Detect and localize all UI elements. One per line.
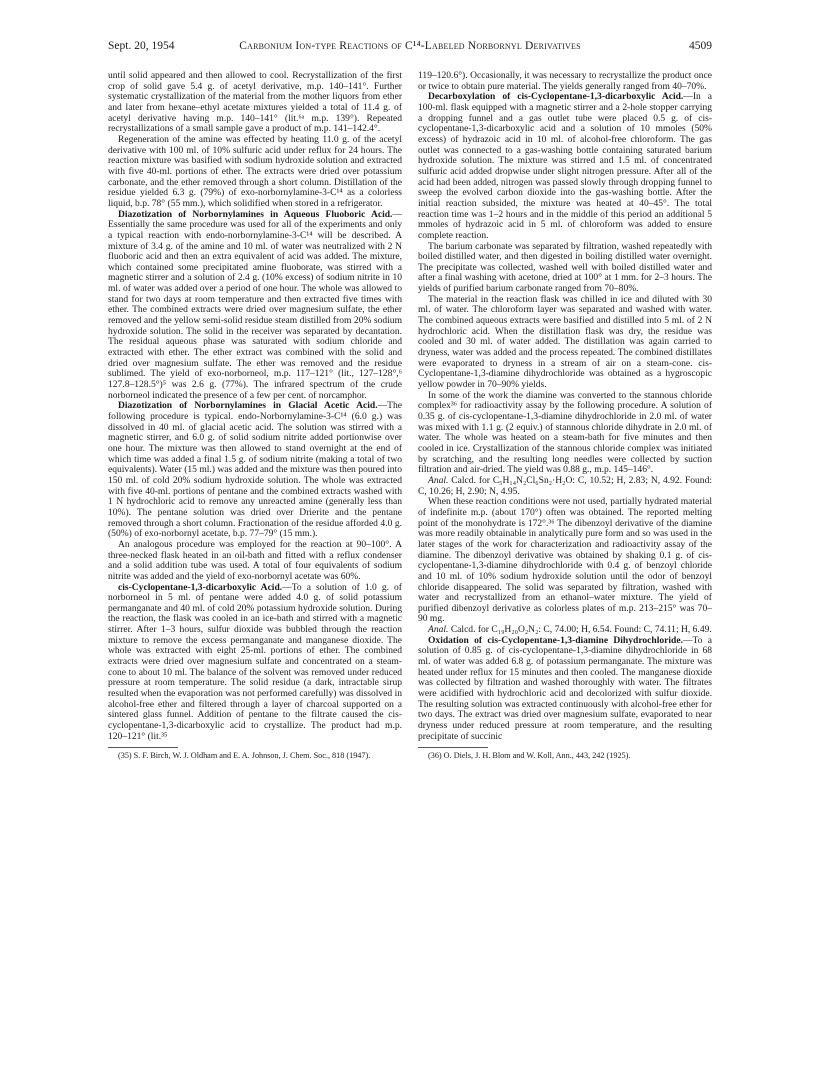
section-heading: Decarboxylation of cis-Cyclopentane-1,3-dicarboxylic Acid. — [428, 91, 684, 103]
paragraph: When these reaction conditions were not used, partially hydrated material of indefinite m.p. (about 170°) often was obtained. The reported melting point of the monohydrate is 172°.³⁶ The dibenzoyl derivative of the diamine was more readily obtainable in analytically pure form and so was used in the later stages of the work for characterization and radioactivity assay of the diamine. The dibenzoyl derivative was obtained by shaking 0.1 g. of cis-cyclopentane-1,3-diamine dihydrochloride with 0.4 g. of benzoyl chloride and 10 ml. of 10% sodium hydroxide solution until the odor of benzoyl chloride disappeared. The solid was separated by filtration, washed with water and recrystallized from an ethanol–water mixture. The yield of purified dibenzoyl derivative as colorless plates of m.p. 213–215° was 70–90 mg. — [418, 496, 712, 625]
paragraph-text: —In a 100-ml. flask equipped with a magnetic stirrer and a 2-hole stopper carrying a dropping funnel and a gas outlet tube were placed 0.5 g. of cis-cyclopentane-1,3-dicarboxylic acid and a solution of 10 mmoles (50% excess) of hydrazoic acid in 10 ml. of alcohol-free chloroform. The gas outlet was connected to a gas-washing bottle containing saturated barium hydroxide solution. The mixture was stirred and 1.5 ml. of concentrated sulfuric acid added dropwise under slight nitrogen pressure. After all of the acid had been added, nitrogen was passed slowly through dropping funnel to sweep the evolved carbon dioxide into the gas-washing bottle. After the initial reaction subsided, the mixture was heated at 40–45°. The total reaction time was 1–2 hours and in the middle of this period an additional 5 mmoles of hydrazoic acid in 5 ml. of chloroform was added to ensure complete reaction. — [418, 91, 712, 241]
analysis-label: Anal. — [428, 624, 449, 636]
right-column — [418, 71, 712, 1031]
paragraph-text: —To a solution of 0.85 g. of cis-cyclopentane-1,3-diamine dihydrochloride in 68 ml. of water was added 6.8 g. of potassium permanganate. The mixture was heated under reflux for 15 minutes and then cooled. The manganese dioxide was collected by filtration and washed thoroughly with water. The filtrates were acidified with hydrochloric acid and decolorized with sulfur dioxide. The resulting solution was extracted continuously with alcohol-free ether for two days. The extract was dried over magnesium sulfate, evaporated to near dryness under reduced pressure at room temperature, and the resulting precipitate of succinic — [418, 634, 712, 742]
paragraph: The barium carbonate was separated by filtration, washed repeatedly with boiled distilled water, and then digested in boiling distilled water overnight. The precipitate was collected, washed well with boiled distilled water and after a final washing with acetone, dried at 100° at 1 mm. for 2–3 hours. The yields of purified barium carbonate ranged from 70–80%. — [418, 240, 712, 295]
paragraph: until solid appeared and then allowed to cool. Recrystallization of the first crop of solid gave 5.4 g. of acetyl derivative, m.p. 140–141°. Further systematic crystallization of the material from the mother liquors from ether and later from hexane–ethyl acetate mixtures yielded a total of 11.4 g. of acetyl derivative having m.p. 140–141° (lit.⁶ᵃ m.p. 139°). Repeated recrystallizations of a small sample gave a product of m.p. 141–142.4°. — [108, 71, 402, 135]
paragraph-text: —The following procedure is typical. endo-Norbornylamine-3-C¹⁴ (6.0 g.) was dissolved in 40 ml. of glacial acetic acid. The solution was stirred with a magnetic stirrer, and 6.0 g. of solid sodium nitrite added portionwise over one hour. The mixture was then allowed to stand overnight at the end of which time was added a final 1.5 g. of sodium nitrite (making a total of two equivalents). Water (15 ml.) was added and the mixture was then poured into 150 ml. of cold 20% sodium hydroxide solution. The whole was extracted with five 40-ml. portions of pentane and the combined extracts washed with 1 N hydrochloric acid to remove any unreacted amine (generally less than 10%). The pentane solution was dried over Drierite and the pentane removed through a short column. Fractionation of the residue afforded 4.0 g. (50%) of exo-norbornyl acetate, b.p. 77–79° (15 mm.). — [108, 400, 402, 540]
analysis-text: Calcd. for C₁₉H₂₀O₂N₂: C, 74.00; H, 6.54. Found: C, 74.11; H, 6.49. — [450, 624, 712, 636]
section-heading: Oxidation of cis-Cyclopentane-1,3-diamine Dihydrochloride. — [428, 634, 683, 646]
paragraph: 119–120.6°). Occasionally, it was necessary to recrystallize the product once or twice to obtain pure material. The yields generally ranged from 40–70%. — [418, 71, 712, 92]
section-paragraph — [108, 210, 402, 402]
page-header — [108, 40, 712, 56]
paragraph-text: —Essentially the same procedure was used for all of the experiments and only a typical reaction with endo-norbornylamine-3-C¹⁴ will be described. A mixture of 3.4 g. of the amine and 10 ml. of water was neutralized with 2 N fluoboric acid and then an extra equivalent of acid was added. The mixture, which contained some precipitated amine fluoborate, was stirred with a magnetic stirrer and a solution of 2.4 g. (10% excess) of sodium nitrite in 10 ml. of water was added over a period of one hour. The whole was allowed to stand for two days at room temperature and then extracted five times with ether. The combined extracts were dried over magnesium sulfate, the ether removed and the yellow semi-solid residue steam distilled from 20% sodium hydroxide solution. The solid in the receiver was separated by decantation. The residual aqueous phase was saturated with sodium chloride and extracted with ether. The ether extract was combined with the solid and dried over magnesium sulfate. The ether was removed and the residue sublimed. The yield of exo-norborneol, m.p. 117–121° (lit., 127–128°,⁶ 127.8–128.5°)⁵ was 2.6 g. (77%). The infrared spectrum of the crude norborneol indicated the presence of a few per cent. of norcamphor. — [108, 208, 402, 401]
section-paragraph — [108, 401, 402, 540]
paragraph: In some of the work the diamine was converted to the stannous chloride complex³⁶ for radioactivity assay by the following procedure. A solution of 0.35 g. of cis-cyclopentane-1,3-diamine dihydrochloride in 2.0 ml. of water was mixed with 1.1 g. (2 equiv.) of stannous chloride dihydrate in 2.0 ml. of water. The whole was heated on a steam-bath for five minutes and then cooled in ice. Crystallization of the stannous chloride complex was initiated by scratching, and the resulting long needles were collected by suction filtration and air-dried. The yield was 0.88 g., m.p. 145–146°. — [418, 389, 712, 476]
footnote: (36) O. Diels, J. H. Blom and W. Koll, Ann., 443, 242 (1925). — [428, 751, 631, 761]
section-heading: Diazotization of Norbornylamines in Aqueous Fluoboric Acid. — [118, 208, 393, 220]
footnote-divider — [418, 747, 488, 748]
section-paragraph — [418, 92, 712, 241]
section-paragraph — [108, 583, 402, 743]
analysis-text: Calcd. for C₅H₁₄N₂Cl₆Sn₂·H₂O: C, 10.52; H, 2.83; N, 4.92. Found: C, 10.26; H, 2.90; N, 4.95. — [418, 474, 712, 497]
issue-date: Sept. 20, 1954 — [108, 40, 175, 52]
section-paragraph — [418, 636, 712, 743]
page-number: 4509 — [689, 40, 712, 52]
footnote-divider — [108, 747, 178, 748]
analysis-paragraph — [418, 476, 712, 497]
paragraph-text: —To a solution of 1.0 g. of norborneol in 5 ml. of pentane were added 4.0 g. of solid potassium permanganate and 40 ml. of cold 20% potassium hydroxide solution. During the reaction, the flask was cooled in an ice-bath and stirred with a magnetic stirrer. After 1–3 hours, sulfur dioxide was bubbled through the reaction mixture to remove the excess permanganate and manganese dioxide. The whole was extracted with eight 25-ml. portions of ether. The combined extracts were dried over magnesium sulfate and concentrated on a steam-cone to about 10 ml. The balance of the solvent was removed under reduced pressure at room temperature. The solid residue (a dark, intractable sirup resulted when the evaporation was not performed carefully) was dissolved in alcohol-free ether and filtered through a layer of charcoal supported on a sintered glass funnel. Addition of pentane to the filtrate caused the cis-cyclopentane-1,3-dicarboxylic acid to crystallize. The product had m.p. 120–121° (lit.³⁵ — [108, 581, 402, 742]
section-heading: Diazotization of Norbornylamines in Glacial Acetic Acid. — [118, 400, 378, 412]
paragraph: An analogous procedure was employed for the reaction at 90–100°. A three-necked flask heated in an oil-bath and fitted with a reflux condenser and a solid addition tube was used. A total of four equivalents of sodium nitrite was added and the yield of exo-norbornyl acetate was 60%. — [108, 538, 402, 582]
left-column — [108, 71, 402, 1031]
section-heading: cis-Cyclopentane-1,3-dicarboxylic Acid. — [118, 581, 283, 593]
analysis-label: Anal. — [428, 474, 449, 486]
running-title: Carbonium Ion-type Reactions of C¹⁴-Labeled Norbornyl Derivatives — [239, 40, 581, 52]
footnote: (35) S. F. Birch, W. J. Oldham and E. A. Johnson, J. Chem. Soc., 818 (1947). — [118, 751, 371, 761]
paragraph: Regeneration of the amine was effected by heating 11.0 g. of the acetyl derivative with 100 ml. of 10% sulfuric acid under reflux for 24 hours. The reaction mixture was basified with sodium hydroxide solution and extracted with five 40-ml. portions of ether. The extracts were dried over potassium carbonate, and the ether removed through a short column. Distillation of the residue yielded 6.3 g. (79%) of exo-norbornylamine-3-C¹⁴ as a colorless liquid, b.p. 78° (55 mm.), which solidified when stored in a refrigerator. — [108, 133, 402, 209]
paragraph: The material in the reaction flask was chilled in ice and diluted with 30 ml. of water. The chloroform layer was separated and washed with water. The combined aqueous extracts were basified and distilled into 5 ml. of 2 N hydrochloric acid. When the distillation flask was dry, the residue was cooled and 30 ml. of water added. The distillation was again carried to dryness, water was added and the process repeated. The combined distillates were evaporated to dryness in a stream of air on a steam-cone. cis-Cyclopentane-1,3-diamine dihydrochloride was obtained as a hygroscopic yellow powder in 70–90% yields. — [418, 293, 712, 391]
